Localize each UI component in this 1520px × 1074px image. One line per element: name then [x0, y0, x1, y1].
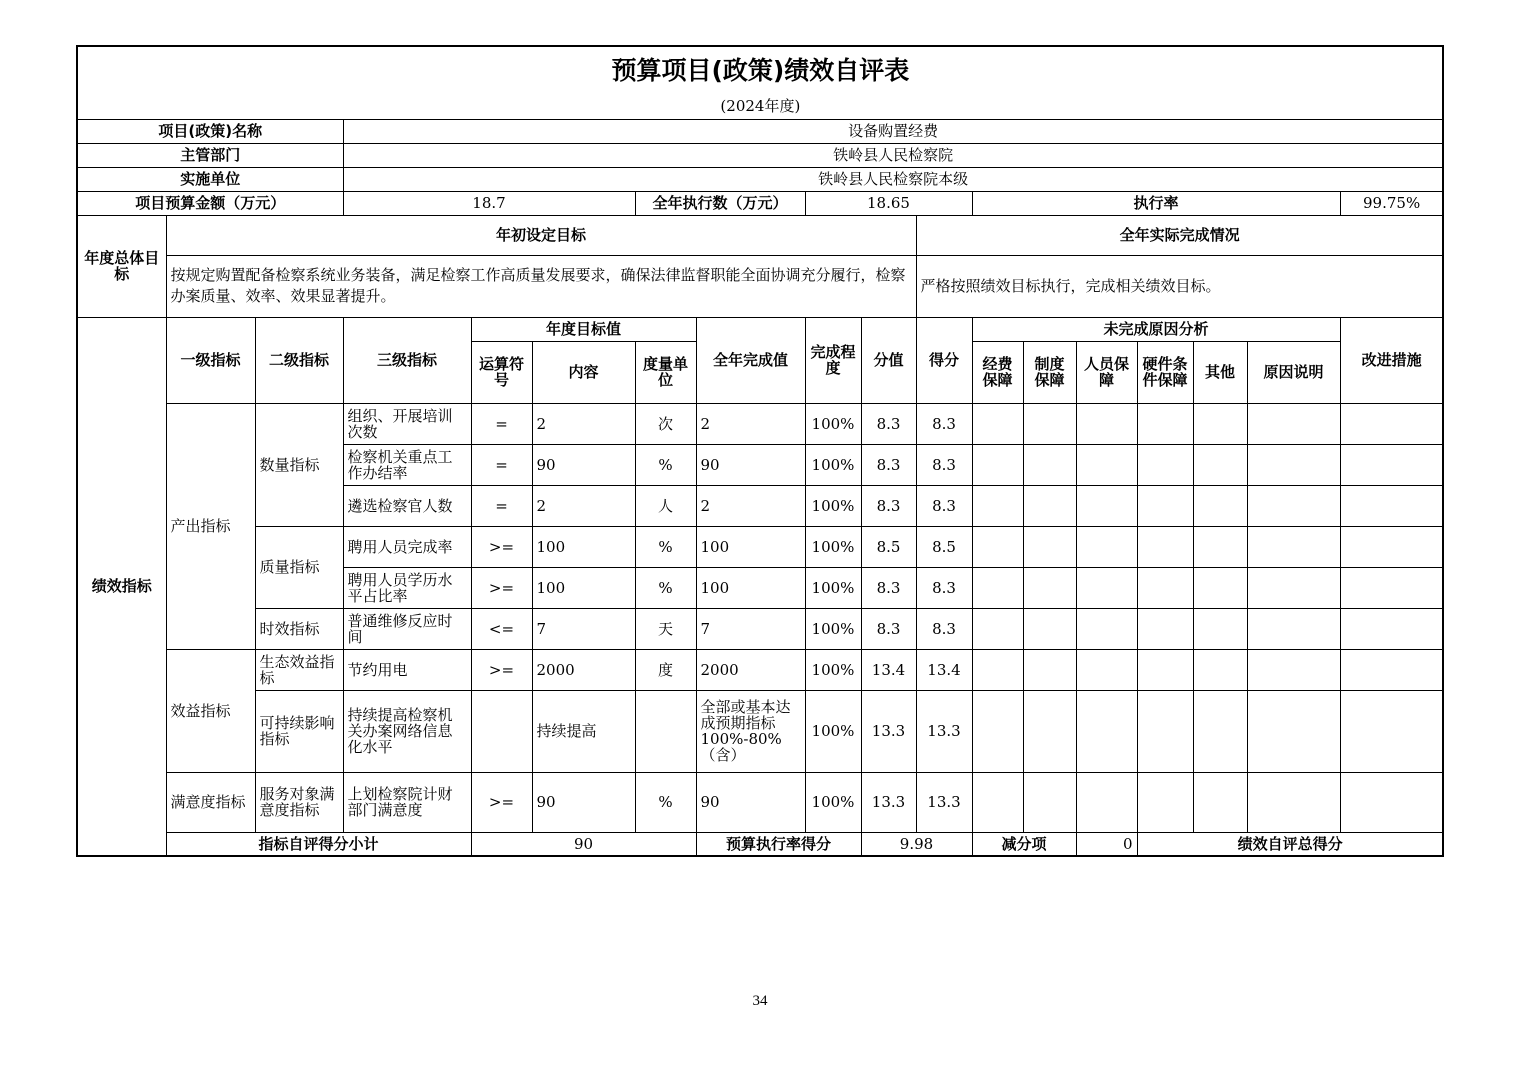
indicator-value: 8.3 — [861, 485, 916, 526]
indicator-name: 遴选检察官人数 — [343, 485, 471, 526]
indicator-content: 100 — [532, 526, 635, 567]
indicator-score: 8.3 — [916, 485, 972, 526]
degree-header: 完成程度 — [805, 317, 861, 403]
dept-value: 铁岭县人民检察院 — [343, 143, 1443, 167]
group-output: 产出指标 — [166, 403, 255, 649]
indicator-actual: 90 — [696, 772, 805, 832]
subgroup-sustain: 可持续影响指标 — [255, 690, 343, 772]
indicator-op: >= — [471, 567, 532, 608]
indicator-name: 聘用人员学历水平占比率 — [343, 567, 471, 608]
indicator-op: = — [471, 444, 532, 485]
indicator-score: 13.3 — [916, 690, 972, 772]
indicator-op: = — [471, 485, 532, 526]
indicator-content: 90 — [532, 772, 635, 832]
indicator-degree: 100% — [805, 690, 861, 772]
indicator-unit: % — [635, 772, 696, 832]
rate-label: 执行率 — [972, 191, 1340, 215]
budget-score-value: 9.98 — [861, 832, 972, 856]
deduct-value: 0 — [1076, 832, 1137, 856]
executed-value: 18.65 — [805, 191, 972, 215]
rate-value: 99.75% — [1340, 191, 1443, 215]
indicator-content: 7 — [532, 608, 635, 649]
reason-other-header: 其他 — [1193, 341, 1247, 403]
indicator-unit: 天 — [635, 608, 696, 649]
indicator-score: 8.3 — [916, 444, 972, 485]
indicator-op: >= — [471, 526, 532, 567]
group-benefit: 效益指标 — [166, 649, 255, 772]
indicator-degree: 100% — [805, 649, 861, 690]
executed-label: 全年执行数（万元） — [635, 191, 805, 215]
indicator-unit: 度 — [635, 649, 696, 690]
total-label: 绩效自评总得分 — [1137, 832, 1443, 856]
indicator-unit: % — [635, 526, 696, 567]
indicator-name: 普通维修反应时间 — [343, 608, 471, 649]
dept-label: 主管部门 — [77, 143, 343, 167]
unit-label: 实施单位 — [77, 167, 343, 191]
project-name-value: 设备购置经费 — [343, 119, 1443, 143]
l2-header: 二级指标 — [255, 317, 343, 403]
unit-value: 铁岭县人民检察院本级 — [343, 167, 1443, 191]
performance-indicators-label: 绩效指标 — [77, 317, 166, 856]
indicator-content: 2000 — [532, 649, 635, 690]
reason-group-header: 未完成原因分析 — [972, 317, 1340, 341]
actual-completion-header: 全年实际完成情况 — [916, 215, 1443, 255]
project-name-label: 项目(政策)名称 — [77, 119, 343, 143]
indicator-value: 13.3 — [861, 690, 916, 772]
subgroup-service: 服务对象满意度指标 — [255, 772, 343, 832]
subgroup-quality: 质量指标 — [255, 526, 343, 608]
subgroup-timeliness: 时效指标 — [255, 608, 343, 649]
subgroup-quantity: 数量指标 — [255, 403, 343, 526]
table-row — [77, 649, 1443, 690]
indicator-name: 上划检察院计财部门满意度 — [343, 772, 471, 832]
indicator-degree: 100% — [805, 403, 861, 444]
indicator-value: 13.4 — [861, 649, 916, 690]
indicator-unit: 人 — [635, 485, 696, 526]
reason-staff-header: 人员保障 — [1076, 341, 1137, 403]
indicator-actual: 2 — [696, 485, 805, 526]
improve-header: 改进措施 — [1340, 317, 1443, 403]
indicator-unit — [635, 690, 696, 772]
indicator-name: 组织、开展培训次数 — [343, 403, 471, 444]
indicator-name: 持续提高检察机关办案网络信息化水平 — [343, 690, 471, 772]
subgroup-eco: 生态效益指标 — [255, 649, 343, 690]
page-number: 34 — [752, 993, 768, 1009]
indicator-op: >= — [471, 772, 532, 832]
indicator-value: 8.3 — [861, 608, 916, 649]
reason-note-header: 原因说明 — [1247, 341, 1340, 403]
initial-goal-header: 年初设定目标 — [166, 215, 916, 255]
indicator-score: 8.5 — [916, 526, 972, 567]
indicator-content: 2 — [532, 403, 635, 444]
indicator-score: 8.3 — [916, 567, 972, 608]
indicator-score: 13.3 — [916, 772, 972, 832]
indicator-degree: 100% — [805, 772, 861, 832]
table-row — [77, 526, 1443, 567]
score-header: 得分 — [916, 317, 972, 403]
indicator-score: 8.3 — [916, 608, 972, 649]
indicator-degree: 100% — [805, 608, 861, 649]
indicator-name: 聘用人员完成率 — [343, 526, 471, 567]
indicator-actual: 2 — [696, 403, 805, 444]
indicator-op: >= — [471, 649, 532, 690]
score-value-header: 分值 — [861, 317, 916, 403]
indicator-actual: 全部或基本达成预期指标100%-80%（含） — [696, 690, 805, 772]
budget-label: 项目预算金额（万元） — [77, 191, 343, 215]
table-row — [77, 403, 1443, 444]
actual-header: 全年完成值 — [696, 317, 805, 403]
indicator-unit: % — [635, 567, 696, 608]
indicator-name: 节约用电 — [343, 649, 471, 690]
annual-goal-label: 年度总体目标 — [77, 215, 166, 317]
l3-header: 三级指标 — [343, 317, 471, 403]
indicator-content: 2 — [532, 485, 635, 526]
indicator-name: 检察机关重点工作办结率 — [343, 444, 471, 485]
indicator-unit: % — [635, 444, 696, 485]
table-row — [77, 690, 1443, 772]
year-subtitle: (2024年度) — [77, 94, 1443, 119]
table-row — [77, 608, 1443, 649]
reason-funding-header: 经费保障 — [972, 341, 1023, 403]
indicator-value: 8.3 — [861, 444, 916, 485]
indicator-content: 100 — [532, 567, 635, 608]
content-header: 内容 — [532, 341, 635, 403]
indicator-actual: 100 — [696, 526, 805, 567]
indicator-content: 90 — [532, 444, 635, 485]
indicator-actual: 7 — [696, 608, 805, 649]
group-satisfaction: 满意度指标 — [166, 772, 255, 832]
l1-header: 一级指标 — [166, 317, 255, 403]
deduct-label: 减分项 — [972, 832, 1076, 856]
indicator-degree: 100% — [805, 485, 861, 526]
target-group-header: 年度目标值 — [471, 317, 696, 341]
indicator-content: 持续提高 — [532, 690, 635, 772]
page-title: 预算项目(政策)绩效自评表 — [77, 46, 1443, 94]
unit-header: 度量单位 — [635, 341, 696, 403]
indicator-actual: 100 — [696, 567, 805, 608]
indicator-degree: 100% — [805, 526, 861, 567]
subtotal-label: 指标自评得分小计 — [166, 832, 471, 856]
indicator-value: 8.5 — [861, 526, 916, 567]
indicator-op: <= — [471, 608, 532, 649]
reason-hardware-header: 硬件条件保障 — [1137, 341, 1193, 403]
actual-completion-text: 严格按照绩效目标执行，完成相关绩效目标。 — [916, 255, 1443, 317]
subtotal-value: 90 — [471, 832, 696, 856]
indicator-value: 8.3 — [861, 403, 916, 444]
indicator-degree: 100% — [805, 444, 861, 485]
indicator-score: 8.3 — [916, 403, 972, 444]
indicator-op — [471, 690, 532, 772]
performance-self-evaluation-table — [76, 45, 1444, 857]
reason-system-header: 制度保障 — [1023, 341, 1076, 403]
budget-score-label: 预算执行率得分 — [696, 832, 861, 856]
indicator-unit: 次 — [635, 403, 696, 444]
indicator-degree: 100% — [805, 567, 861, 608]
indicator-op: = — [471, 403, 532, 444]
budget-value: 18.7 — [343, 191, 635, 215]
indicator-score: 13.4 — [916, 649, 972, 690]
initial-goal-text: 按规定购置配备检察系统业务装备，满足检察工作高质量发展要求，确保法律监督职能全面协调充分履行，检察办案质量、效率、效果显著提升。 — [166, 255, 916, 317]
op-header: 运算符号 — [471, 341, 532, 403]
indicator-value: 8.3 — [861, 567, 916, 608]
indicator-actual: 90 — [696, 444, 805, 485]
indicator-actual: 2000 — [696, 649, 805, 690]
indicator-value: 13.3 — [861, 772, 916, 832]
table-row — [77, 772, 1443, 832]
